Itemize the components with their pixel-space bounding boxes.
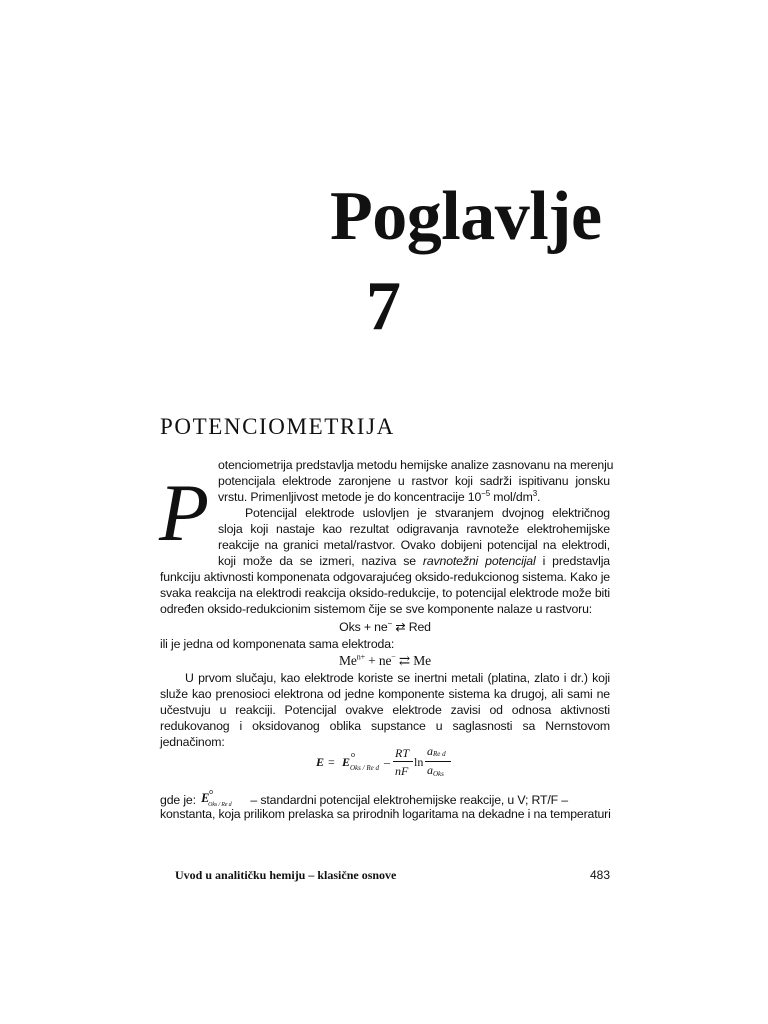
para3-line4: redukovanog i oksidovanog oblika supstance u saglasnosti sa Nernstovom bbox=[160, 719, 610, 733]
para2-line4 bbox=[218, 553, 610, 569]
para2-line4-a: koji može da se izmeri, naziva se bbox=[218, 554, 423, 568]
chapter-word: Poglavlje bbox=[330, 178, 602, 255]
para2-line1: Potencijal elektrode uslovljen je stvaranjem dvojnog električnog bbox=[245, 506, 610, 520]
between-line: ili je jedna od komponenata sama elektroda: bbox=[160, 637, 395, 651]
footer-page-number: 483 bbox=[590, 868, 611, 882]
para3-line2: služe kao prenosioci elektrona od jedne komponente sistema ka drugoj, ali sami ne bbox=[160, 687, 610, 701]
nernst-a-numerator-sub: Re d bbox=[433, 750, 446, 758]
nernst-RT: RT bbox=[395, 746, 410, 760]
nernst-nF: nF bbox=[395, 764, 409, 778]
footer-book-title: Uvod u analitičku hemiju – klasične osnove bbox=[175, 868, 397, 882]
para1-line3-b: mol/dm bbox=[490, 490, 533, 504]
para3-line3: učestvuju u reakciji. Potencijal ovakve elektrode zavisi od odnosa aktivnosti bbox=[160, 703, 610, 717]
eq1-b: ⇄ Red bbox=[392, 620, 431, 634]
nernst-equals: = bbox=[328, 755, 335, 769]
para1-line3-sup2: 3 bbox=[532, 488, 537, 498]
para1-line3-a: vrstu. Primenljivost metode je do koncentracije 10 bbox=[218, 490, 482, 504]
para1-line3 bbox=[218, 489, 540, 505]
para3-line5: jednačinom: bbox=[160, 735, 225, 749]
nernst-fraction-bar-1 bbox=[393, 761, 413, 762]
eq1-a: Oks + ne bbox=[339, 620, 388, 634]
eq2-a: Me bbox=[339, 653, 357, 668]
nernst-fraction-bar-2 bbox=[425, 761, 451, 762]
eq1-sup: − bbox=[387, 618, 393, 628]
nernst-E0: E bbox=[342, 755, 351, 769]
para3-line1: U prvom slučaju, kao elektrode koriste se inertni metali (platina, zlato i dr.) koji bbox=[185, 671, 610, 685]
para2-line7: određen oksido-redukcionim sistemom čije se sve komponente nalaze u rastvoru: bbox=[160, 602, 593, 616]
para4-E0-sub: Oks / Re d bbox=[208, 802, 232, 808]
eq2-c: ⇄ Me bbox=[395, 653, 431, 668]
nernst-E0-sub: Oks / Re d bbox=[350, 764, 379, 772]
para4-line2: konstanta, koja prilikom prelaska sa prirodnih logaritama na dekadne i na temperaturi bbox=[160, 807, 611, 821]
eq2-sup2: − bbox=[391, 652, 396, 662]
nernst-a-denominator-sub: Oks bbox=[433, 770, 444, 778]
para4-line1-b: – standardni potencijal elektrohemijske reakcije, u V; RT/F – bbox=[247, 793, 568, 807]
nernst-minus: – bbox=[384, 755, 390, 769]
para1-line3-c: . bbox=[537, 490, 541, 504]
para4-E0-symbol bbox=[199, 789, 247, 808]
nernst-equation bbox=[316, 746, 486, 786]
para2-line4-italic: ravnotežni potencijal bbox=[422, 554, 536, 568]
drop-cap: P bbox=[159, 467, 210, 558]
eq2-sup1: n+ bbox=[356, 652, 365, 662]
para4-line1-a: gde je: bbox=[160, 793, 200, 807]
equation-oks-red bbox=[160, 619, 610, 635]
para2-line2: sloja koji nastaje kao rezultat odigravanja ravnoteže elektrohemijske bbox=[218, 522, 610, 536]
para2-line4-b: i predstavlja bbox=[535, 554, 610, 568]
para2-line3: reakcije na granici metal/rastvor. Ovako dobijeni potencijal na elektrodi, bbox=[218, 538, 610, 552]
para2-line5: funkciju aktivnosti komponenata odgovarajućeg oksido-redukcionog sistema. Kako je bbox=[160, 570, 610, 584]
equation-me bbox=[160, 653, 610, 669]
nernst-ln: ln bbox=[414, 755, 424, 769]
para2-line6: svaka reakcija na elektrodi reakcija oksido-redukcije, to potencijal elektrode može biti bbox=[160, 586, 610, 600]
para4-E0-degree: o bbox=[209, 789, 213, 796]
para1-line2: potencijala elektrode zaronjene u rastvor koji sadrži ispitivanu jonsku bbox=[218, 474, 610, 488]
nernst-E0-degree: o bbox=[351, 750, 355, 759]
section-title: POTENCIOMETRIJA bbox=[160, 414, 395, 439]
para4-E0: E bbox=[201, 791, 210, 805]
chapter-number: 7 bbox=[366, 268, 401, 345]
eq2-b: + ne bbox=[364, 653, 392, 668]
para1-line1: otenciometrija predstavlja metodu hemijske analize zasnovanu na merenju bbox=[218, 458, 614, 472]
nernst-a-denominator: a bbox=[427, 763, 433, 777]
para1-line3-sup: −5 bbox=[481, 488, 490, 498]
nernst-E: E bbox=[316, 755, 325, 769]
nernst-a-numerator: a bbox=[427, 744, 433, 758]
